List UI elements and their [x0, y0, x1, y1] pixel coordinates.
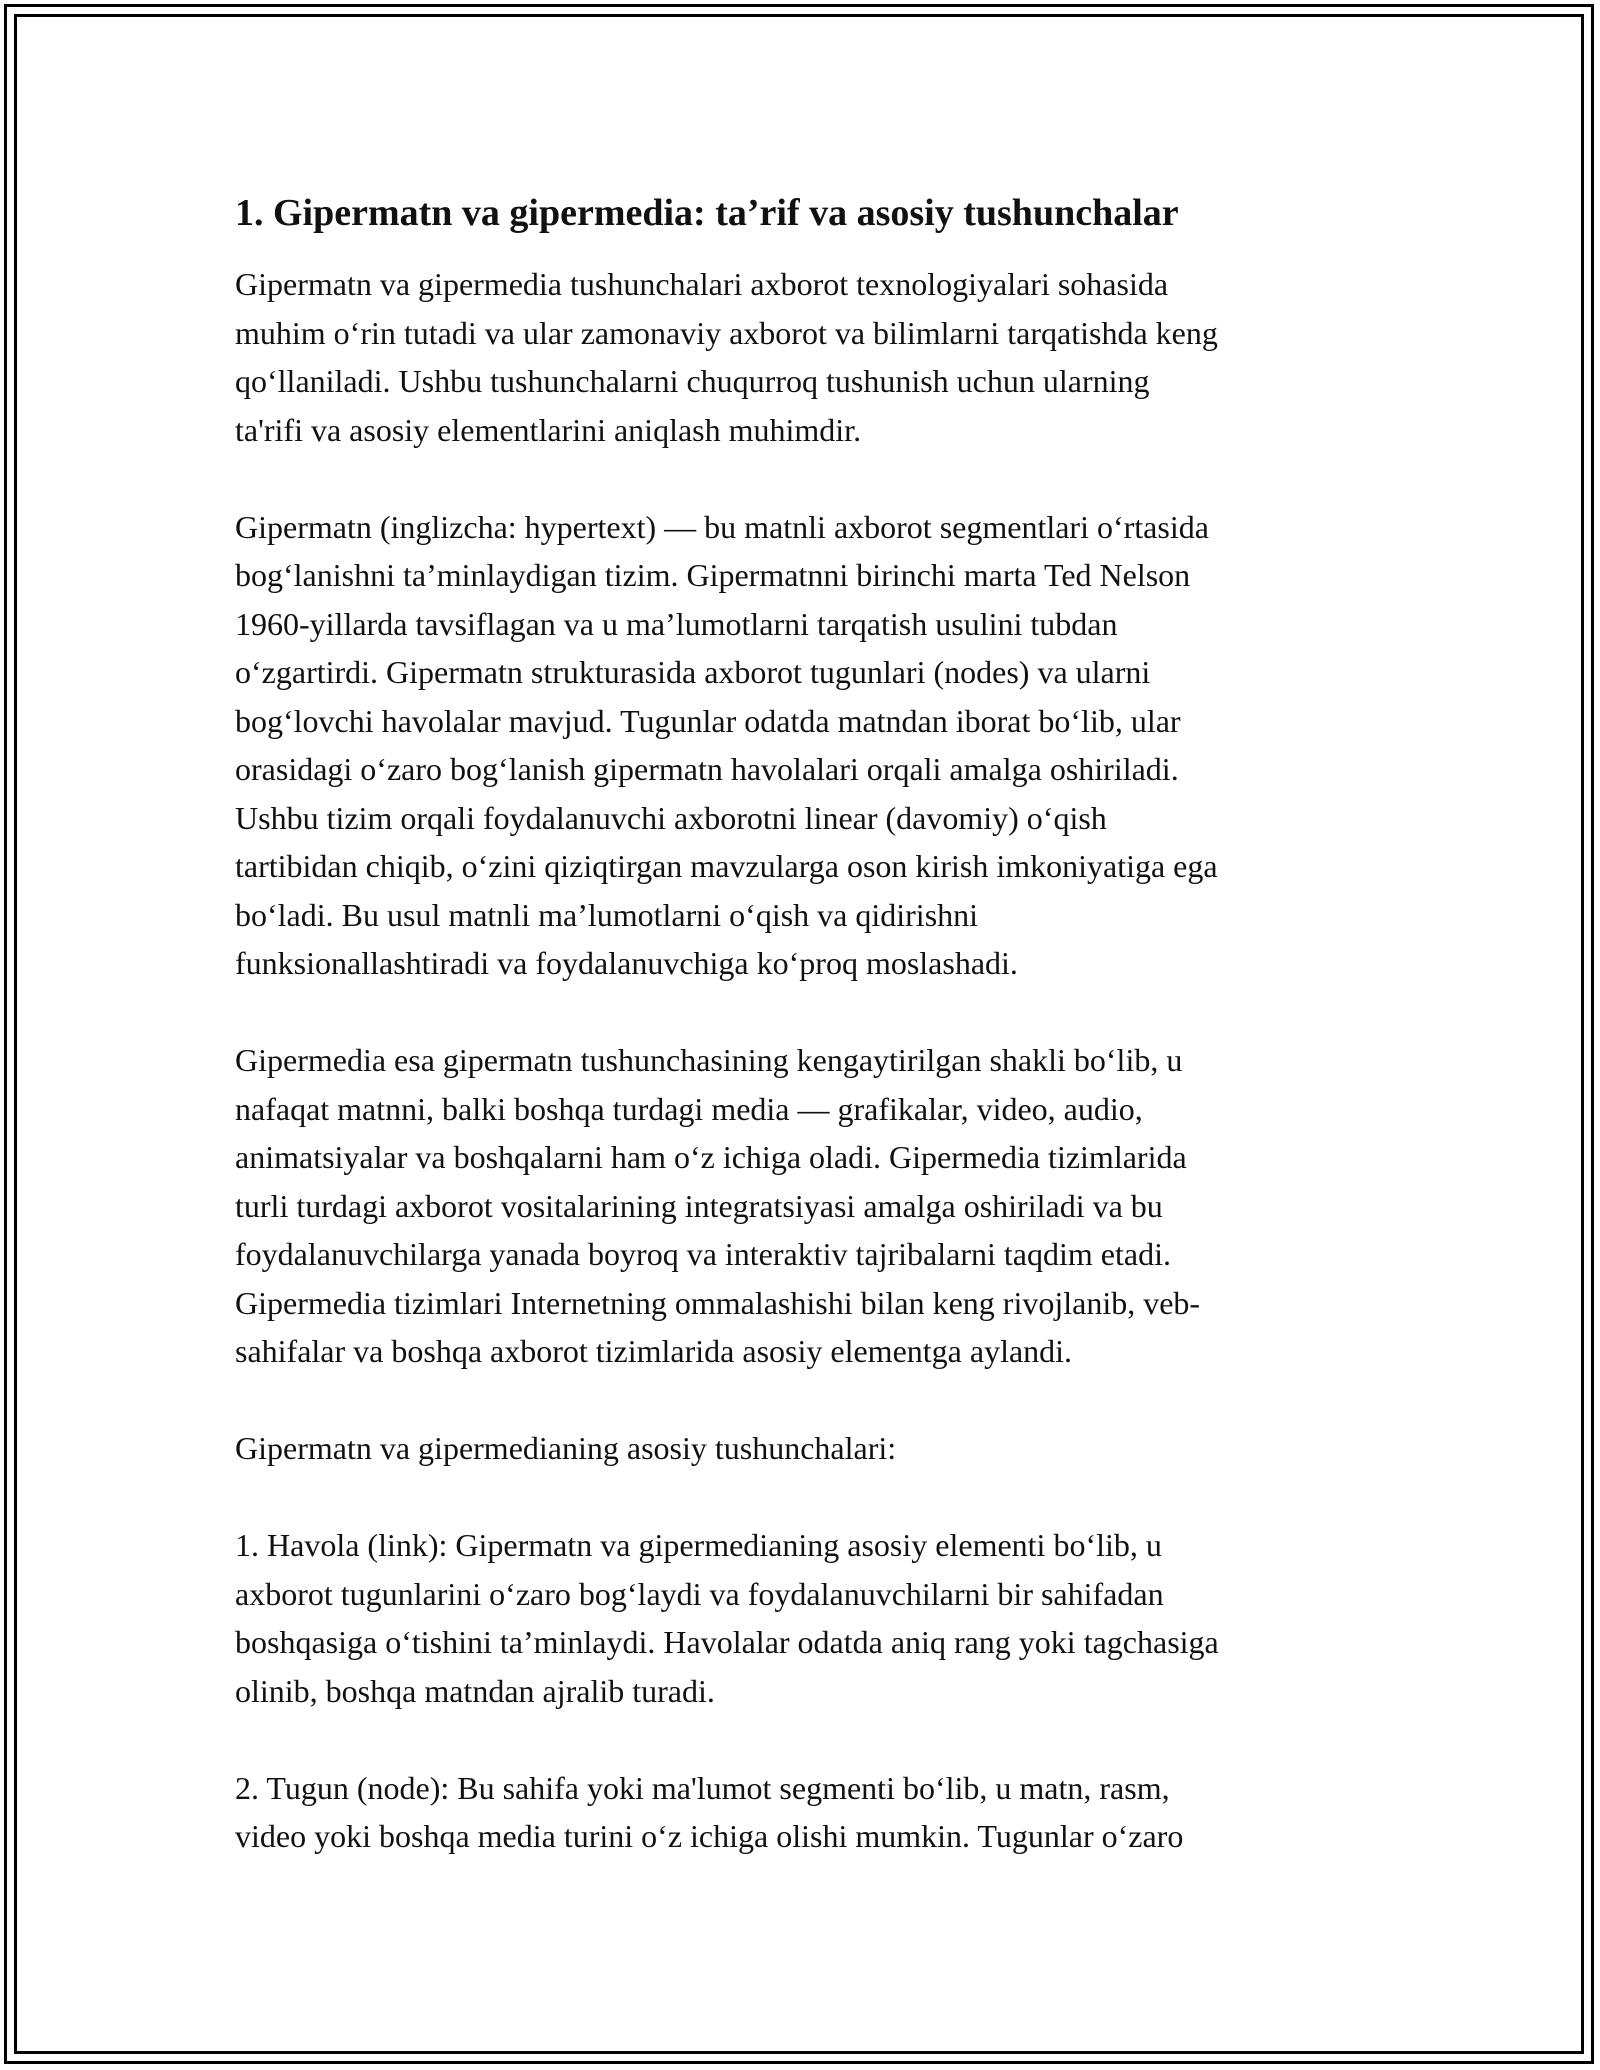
text-line: orasidagi o‘zaro bog‘lanish gipermatn havolalari orqali amalga oshiriladi.	[235, 751, 1179, 787]
text-line: sahifalar va boshqa axborot tizimlarida asosiy elementga aylandi.	[235, 1333, 1073, 1369]
paragraph	[235, 1521, 1385, 1715]
text-line: Gipermatn va gipermedianing asosiy tushunchalari:	[235, 1430, 897, 1466]
text-line: funksionallashtiradi va foydalanuvchiga ko‘proq moslashadi.	[235, 945, 1018, 981]
text-line: Gipermedia esa gipermatn tushunchasining kengaytirilgan shakli bo‘lib, u	[235, 1042, 1183, 1078]
text-line: 2. Tugun (node): Bu sahifa yoki ma'lumot segmenti bo‘lib, u matn, rasm,	[235, 1769, 1170, 1806]
text-line: turli turdagi axborot vositalarining integratsiyasi amalga oshiriladi va bu	[235, 1187, 1163, 1224]
text-line: 1960-yillarda tavsiflagan va u ma’lumotlarni tarqatish usulini tubdan	[235, 605, 1118, 642]
paragraph	[235, 1764, 1385, 1861]
text-line: o‘zgartirdi. Gipermatn strukturasida axborot tugunlari (nodes) va ularni	[235, 654, 1151, 690]
text-line: ta'rifi va asosiy elementlarini aniqlash muhimdir.	[235, 411, 862, 448]
text-line: olinib, boshqa matndan ajralib turadi.	[235, 1672, 715, 1709]
text-line: bog‘lovchi havolalar mavjud. Tugunlar odatda matndan iborat bo‘lib, ular	[235, 702, 1181, 739]
paragraph	[235, 1424, 1385, 1473]
paragraph-list	[235, 260, 1385, 1861]
text-line: bo‘ladi. Bu usul matnli ma’lumotlarni o‘qish va qidirishni	[235, 896, 979, 933]
paragraph	[235, 260, 1385, 454]
text-line: axborot tugunlarini o‘zaro bog‘laydi va foydalanuvchilarni bir sahifadan	[235, 1575, 1164, 1612]
text-line: animatsiyalar va boshqalarni ham o‘z ichiga oladi. Gipermedia tizimlarida	[235, 1139, 1187, 1175]
text-line: Gipermatn va gipermedia tushunchalari axborot texnologiyalari sohasida	[235, 266, 1169, 302]
text-line: nafaqat matnni, balki boshqa turdagi media — grafikalar, video, audio,	[235, 1090, 1143, 1127]
text-line: Gipermatn (inglizcha: hypertext) — bu matnli axborot segmentlari o‘rtasida	[235, 508, 1209, 545]
section-heading: 1. Gipermatn va gipermedia: ta’rif va asosiy tushunchalar	[235, 192, 1179, 234]
text-line: boshqasiga o‘tishini ta’minlaydi. Havolalar odatda aniq rang yoki tagchasiga	[235, 1624, 1219, 1660]
text-line: tartibidan chiqib, o‘zini qiziqtirgan mavzularga oson kirish imkoniyatiga ega	[235, 848, 1218, 884]
text-line: qo‘llaniladi. Ushbu tushunchalarni chuqurroq tushunish uchun ularning	[235, 363, 1150, 399]
text-line: video yoki boshqa media turini o‘z ichiga olishi mumkin. Tugunlar o‘zaro	[235, 1818, 1184, 1854]
paragraph	[235, 503, 1385, 988]
text-line: foydalanuvchilarga yanada boyroq va interaktiv tajribalarni taqdim etadi.	[235, 1236, 1171, 1272]
text-line: 1. Havola (link): Gipermatn va gipermedianing asosiy elementi bo‘lib, u	[235, 1527, 1162, 1563]
paragraph	[235, 1036, 1385, 1376]
text-line: Gipermedia tizimlari Internetning ommalashishi bilan keng rivojlanib, veb-	[235, 1284, 1201, 1321]
document-body	[235, 188, 1385, 1909]
text-line: Ushbu tizim orqali foydalanuvchi axborotni linear (davomiy) o‘qish	[235, 799, 1107, 836]
text-line: muhim o‘rin tutadi va ular zamonaviy axborot va bilimlarni tarqatishda keng	[235, 314, 1218, 351]
text-line: bog‘lanishni ta’minlaydigan tizim. Gipermatnni birinchi marta Ted Nelson	[235, 557, 1191, 593]
